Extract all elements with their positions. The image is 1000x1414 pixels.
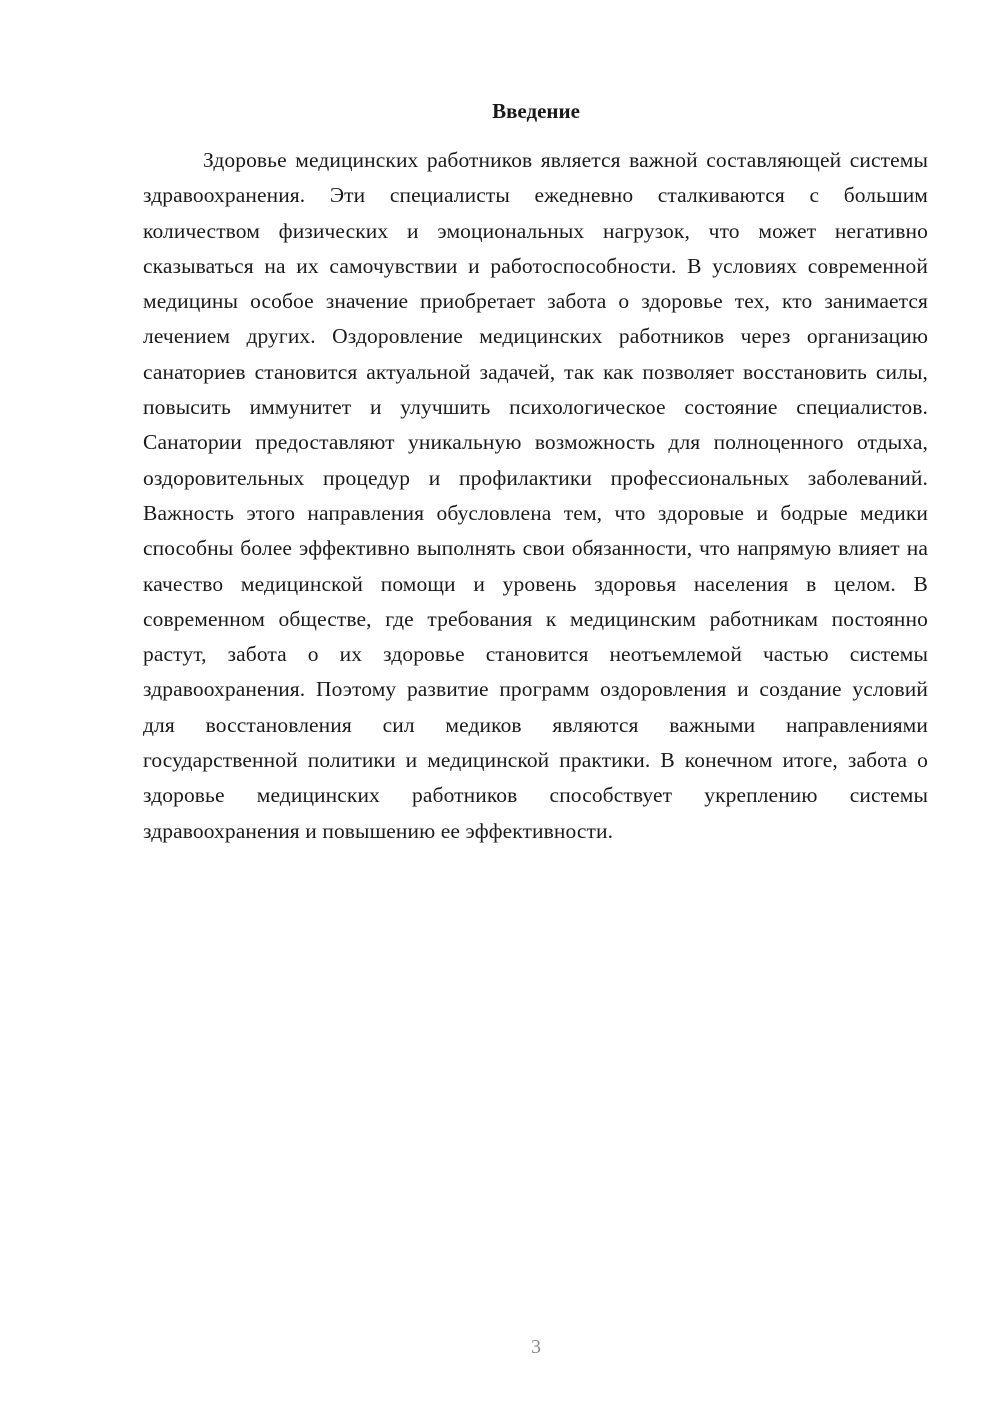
section-heading: Введение xyxy=(492,99,580,123)
body-paragraph: Здоровье медицинских работников является важной составляющей системы здравоохранения. Эти специалисты ежедневно сталкиваются с большим количеством физических и эмоциональных нагрузок, что может негативно сказываться на их самочувствии и работоспособности. В условиях современной медицины особое значение приобретает забота о здоровье тех, кто занимается лечением других. Оздоровление медицинских работников через организацию санаториев становится актуальной задачей, так как позволяет восстановить силы, повысить иммунитет и улучшить психологическое состояние специалистов. Санатории предоставляют уникальную возможность для полноценного отдыха, оздоровительных процедур и профилактики профессиональных заболеваний. Важность этого направления обусловлена тем, что здоровые и бодрые медики способны более эффективно выполнять свои обязанности, что напрямую влияет на качество медицинской помощи и уровень здоровья населения в целом. В современном обществе, где требования к медицинским работникам постоянно растут, забота о их здоровье становится неотъемлемой частью системы здравоохранения. Поэтому развитие программ оздоровления и создание условий для восстановления сил медиков являются важными направлениями государственной политики и медицинской практики. В конечном итоге, забота о здоровье медицинских работников способствует укреплению системы здравоохранения и повышению ее эффективности. xyxy=(143,148,928,843)
page-number: 3 xyxy=(531,1336,541,1358)
